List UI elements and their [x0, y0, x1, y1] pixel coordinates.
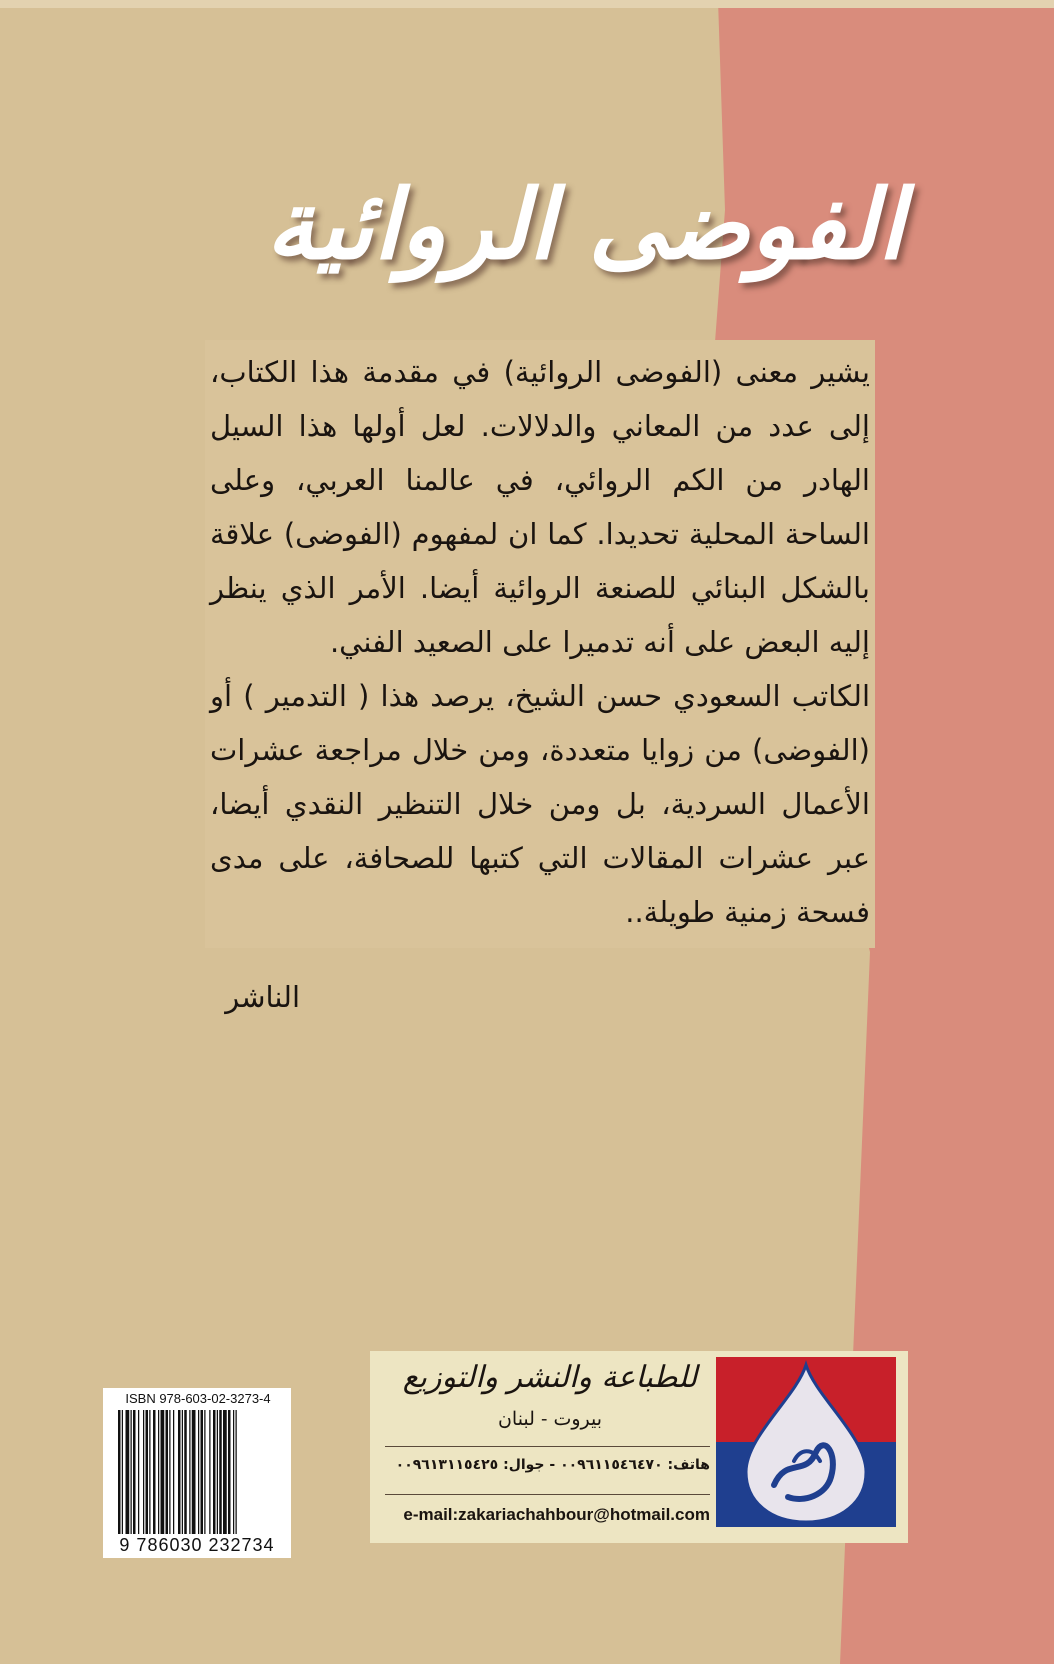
publisher-divider-2 [385, 1494, 710, 1495]
barcode-bar [189, 1410, 190, 1534]
barcode-bar [219, 1410, 222, 1534]
barcode-bar [173, 1410, 174, 1534]
publisher-city: بيروت - لبنان [497, 1408, 603, 1430]
barcode-bar [184, 1410, 187, 1534]
blurb-text [210, 345, 870, 939]
barcode-bar [138, 1410, 139, 1534]
barcode-bar [161, 1410, 165, 1534]
barcode-bar [236, 1410, 237, 1534]
publisher-name: للطباعة والنشر والتوزيع [402, 1360, 698, 1395]
book-title: الفوضى الروائية [265, 168, 904, 281]
barcode-bar [192, 1410, 196, 1534]
isbn-digits: 9 786030 232734 [119, 1535, 275, 1555]
barcode-bar [153, 1410, 156, 1534]
isbn-label: ISBN 978-603-02-3273-4 [125, 1391, 271, 1406]
barcode-bar [223, 1410, 227, 1534]
publisher-drop-logo-icon [716, 1357, 896, 1527]
publisher-signature: الناشر [225, 980, 300, 1014]
barcode-bar [122, 1410, 123, 1534]
barcode-bar [126, 1410, 130, 1534]
barcode-bar [217, 1410, 218, 1534]
barcode-bar [198, 1410, 199, 1534]
blurb-paragraph-1: يشير معنى (الفوضى الروائية) في مقدمة هذا الكتاب، إلى عدد من المعاني والدلالات. لعل أولها هذا السيل الهادر من الكم الروائي، في عالمنا العربي، وعلى الساحة المحلية تحديدا. كما ان لمفهوم (الفوضى) علاقة بالشكل البنائي للصنعة الروائية أيضا. الأمر الذي ينظر إليه البعض على أنه تدميرا على الصعيد الفني. [210, 355, 870, 659]
barcode-bar [133, 1410, 136, 1534]
barcode-bar [228, 1410, 231, 1534]
barcode-bar [149, 1410, 150, 1534]
barcode-bar [169, 1410, 170, 1534]
barcode-bar [118, 1410, 121, 1534]
publisher-phone: هاتف: ٠٠٩٦١١٥٤٦٤٧٠ - جوال: ٠٠٩٦١٣١١٥٤٢٥ [395, 1457, 710, 1473]
publisher-divider-1 [385, 1446, 710, 1447]
barcode-bar [166, 1410, 169, 1534]
barcode-bar [158, 1410, 159, 1534]
barcode-bar [213, 1410, 216, 1534]
barcode-bar [209, 1410, 210, 1534]
barcode-bar [143, 1410, 144, 1534]
barcode-bar [178, 1410, 181, 1534]
barcode-bar [204, 1410, 205, 1534]
barcode-bar [182, 1410, 183, 1534]
blurb-paragraph-2: الكاتب السعودي حسن الشيخ، يرصد هذا ( التدمير ) أو (الفوضى) من زوايا متعددة، ومن خلال مراجعة عشرات الأعمال السردية، بل ومن خلال التنظير النقدي أيضا، عبر عشرات المقالات التي كتبها للصحافة، على مدى فسحة زمنية طويلة.. [210, 679, 870, 929]
publisher-email: e-mail:zakariachahbour@hotmail.com [403, 1505, 710, 1524]
barcode-bar [146, 1410, 149, 1534]
barcode-bar [201, 1410, 204, 1534]
barcode-icon [118, 1410, 276, 1534]
barcode-bar [233, 1410, 234, 1534]
barcode-bar [131, 1410, 132, 1534]
